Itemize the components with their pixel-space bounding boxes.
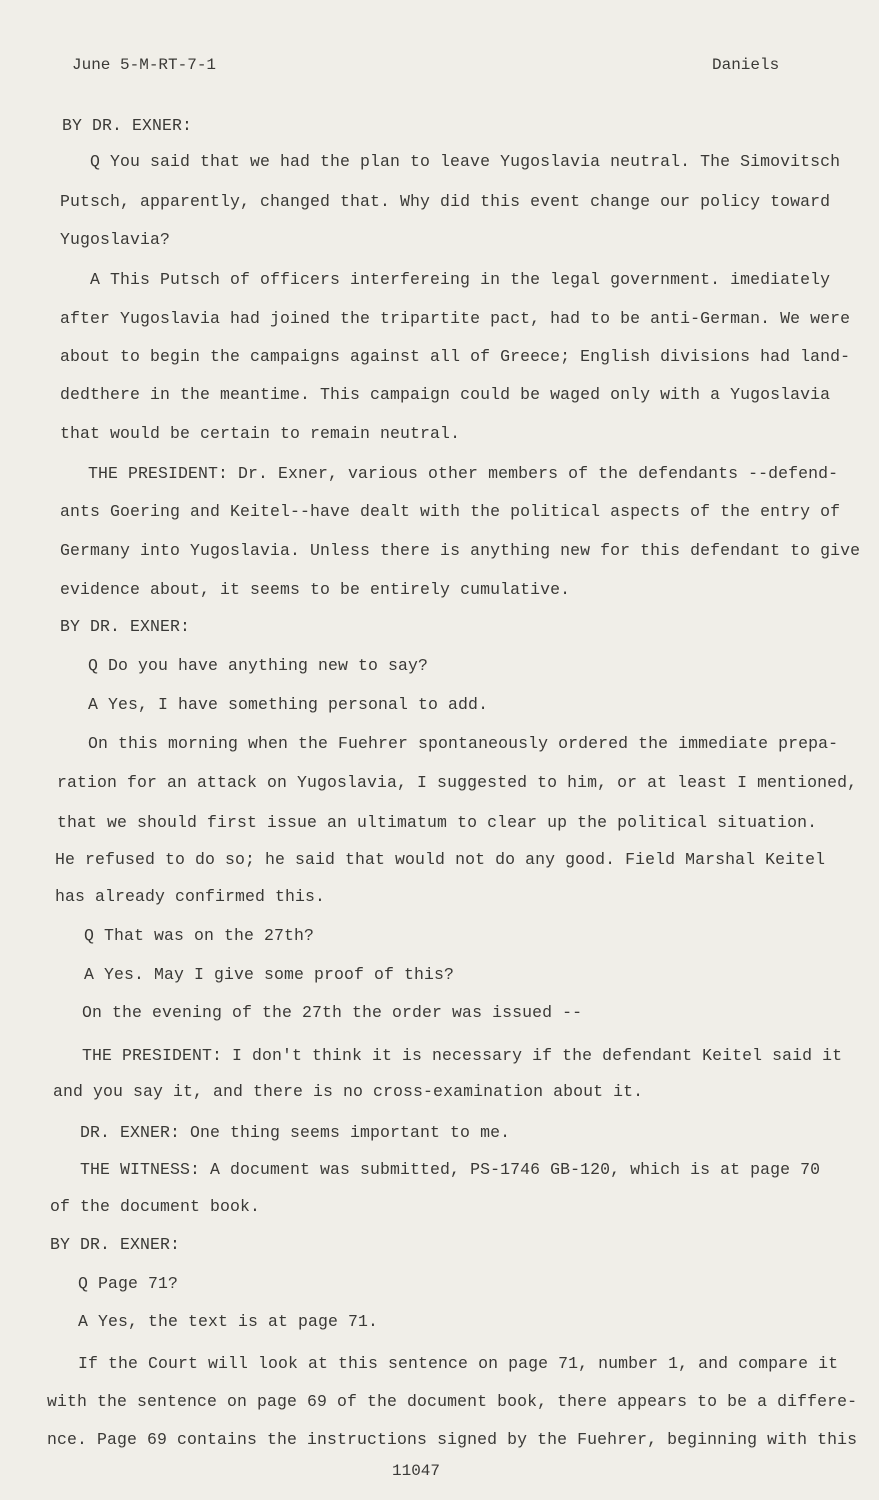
text-line: BY DR. EXNER: <box>60 617 191 636</box>
text-line: Q Page 71? <box>78 1274 179 1293</box>
text-line: that would be certain to remain neutral. <box>60 424 461 443</box>
text-line: If the Court will look at this sentence on page 71, number 1, and compare it <box>78 1354 839 1373</box>
text-line: ration for an attack on Yugoslavia, I suggested to him, or at least I mentioned, <box>57 773 858 792</box>
text-line: about to begin the campaigns against all of Greece; English divisions had land- <box>60 347 851 366</box>
text-line: has already confirmed this. <box>55 887 326 906</box>
text-line: of the document book. <box>50 1197 261 1216</box>
text-line: Q That was on the 27th? <box>84 926 315 945</box>
text-line: with the sentence on page 69 of the document book, there appears to be a differe- <box>47 1392 858 1411</box>
text-line: Putsch, apparently, changed that. Why did this event change our policy toward <box>60 192 831 211</box>
text-line: A Yes, I have something personal to add. <box>88 695 489 714</box>
text-line: dedthere in the meantime. This campaign could be waged only with a Yugoslavia <box>60 385 831 404</box>
text-line: THE PRESIDENT: Dr. Exner, various other members of the defendants --defend- <box>88 464 839 483</box>
text-line: A This Putsch of officers interfereing in the legal government. imediately <box>90 270 831 289</box>
text-line: DR. EXNER: One thing seems important to me. <box>80 1123 511 1142</box>
header-reporter: Daniels <box>712 56 780 74</box>
text-line: evidence about, it seems to be entirely cumulative. <box>60 580 571 599</box>
text-line: after Yugoslavia had joined the tripartite pact, had to be anti-German. We were <box>60 309 851 328</box>
text-line: A Yes, the text is at page 71. <box>78 1312 379 1331</box>
text-line: BY DR. EXNER: <box>50 1235 181 1254</box>
text-line: nce. Page 69 contains the instructions signed by the Fuehrer, beginning with this <box>47 1430 858 1449</box>
text-line: Yugoslavia? <box>60 230 171 249</box>
text-line: THE WITNESS: A document was submitted, PS-1746 GB-120, which is at page 70 <box>80 1160 821 1179</box>
text-line: On the evening of the 27th the order was issued -- <box>82 1003 583 1022</box>
text-line: A Yes. May I give some proof of this? <box>84 965 455 984</box>
text-line: THE PRESIDENT: I don't think it is necessary if the defendant Keitel said it <box>82 1046 843 1065</box>
text-line: Q You said that we had the plan to leave Yugoslavia neutral. The Simovitsch <box>90 152 841 171</box>
text-line: He refused to do so; he said that would not do any good. Field Marshal Keitel <box>55 850 826 869</box>
text-line: On this morning when the Fuehrer spontaneously ordered the immediate prepa- <box>88 734 839 753</box>
text-line: Q Do you have anything new to say? <box>88 656 429 675</box>
text-line: BY DR. EXNER: <box>62 116 193 135</box>
text-line: Germany into Yugoslavia. Unless there is anything new for this defendant to give <box>60 541 861 560</box>
page-number: 11047 <box>392 1462 441 1480</box>
header-reference: June 5-M-RT-7-1 <box>72 56 217 74</box>
text-line: ants Goering and Keitel--have dealt with the political aspects of the entry of <box>60 502 841 521</box>
text-line: that we should first issue an ultimatum to clear up the political situation. <box>57 813 818 832</box>
text-line: and you say it, and there is no cross-examination about it. <box>53 1082 644 1101</box>
